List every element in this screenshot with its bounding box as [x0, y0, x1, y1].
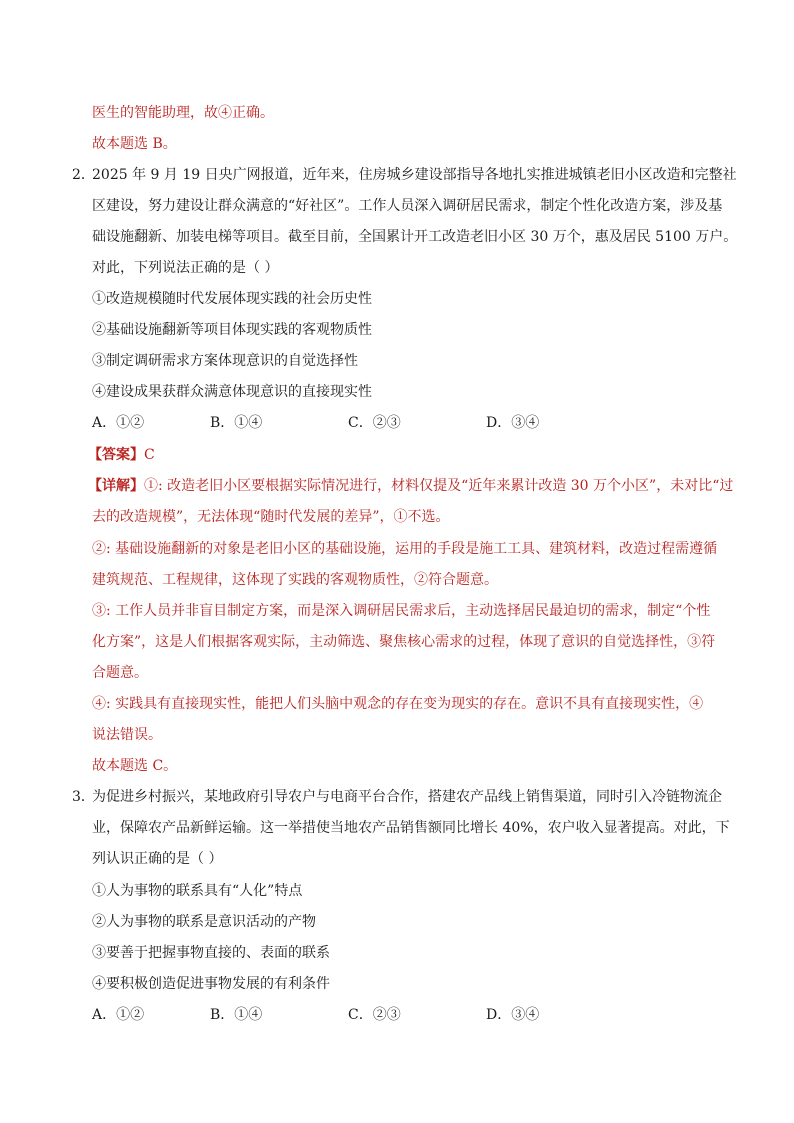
- q2-answer: [88, 446, 155, 464]
- prev-conclusion: 故本题选 B。: [92, 136, 177, 152]
- q2-stem-line: 区建设，努力建设让群众满意的“好社区”。工作人员深入调研居民需求，制定个性化改造方案，涉及基: [92, 198, 723, 214]
- detail-line: ③: 工作人员并非盲目制定方案，而是深入调研居民需求后，主动选择居民最迫切的需求，制定“个性: [92, 603, 711, 619]
- q2-item: ③制定调研需求方案体现意识的自觉选择性: [92, 353, 358, 369]
- detail-line: ②: 基础设施翻新的对象是老旧小区的基础设施，运用的手段是施工工具、建筑材料，改造过程需遵循: [92, 541, 718, 557]
- prev-answer-line: 医生的智能助理，故④正确。: [92, 105, 274, 121]
- q3-item: ④要积极创造促进事物发展的有利条件: [92, 976, 330, 992]
- detail-tag: 【详解】: [88, 478, 144, 494]
- q3-stem-line: 为促进乡村振兴，某地政府引导农户与电商平台合作，搭建农产品线上销售渠道，同时引入冷链物流企: [92, 789, 722, 805]
- answer-value: C: [144, 447, 155, 463]
- q3-option-b: B．①④: [210, 1007, 263, 1023]
- q3-option-d: D．③④: [486, 1007, 540, 1023]
- detail-line: 说法错误。: [92, 727, 162, 743]
- detail-line: 化方案”，这是人们根据客观实际，主动筛选、聚焦核心需求的过程，体现了意识的自觉选择性，③符: [92, 634, 716, 650]
- q2-item: ④建设成果获群众满意体现意识的直接现实性: [92, 384, 372, 400]
- detail-line: 建筑规范、工程规律，这体现了实践的客观物质性，②符合题意。: [92, 572, 498, 588]
- q2-stem-line: 对此，下列说法正确的是（ ）: [92, 260, 279, 276]
- q3-item: ③要善于把握事物直接的、表面的联系: [92, 945, 330, 961]
- q2-option-b: B．①④: [210, 415, 263, 431]
- q2-item: ②基础设施翻新等项目体现实践的客观物质性: [92, 322, 372, 338]
- detail-line: 去的改造规模”，无法体现“随时代发展的差异”，①不选。: [92, 509, 450, 525]
- q3-stem-line: 列认识正确的是（ ）: [92, 851, 223, 867]
- q3-item: ①人为事物的联系具有“人化”特点: [92, 883, 303, 899]
- q2-number: 2．: [72, 167, 95, 183]
- answer-tag: 【答案】: [88, 447, 144, 463]
- q3-stem-line: 业，保障农产品新鲜运输。这一举措使当地农产品销售额同比增长 40%，农户收入显著提高。对此，下: [92, 820, 730, 836]
- detail-line: ①: 改造老旧小区要根据实际情况进行，材料仅提及“近年来累计改造 30 万个小区”，未对比“过: [144, 478, 734, 494]
- q3-item: ②人为事物的联系是意识活动的产物: [92, 914, 316, 930]
- q2-option-c: C．②③: [348, 415, 401, 431]
- q2-stem-line: 2025 年 9 月 19 日央广网报道，近年来，住房城乡建设部指导各地扎实推进城镇老旧小区改造和完整社: [92, 167, 737, 183]
- q3-option-c: C．②③: [348, 1007, 401, 1023]
- q2-conclusion: 故本题选 C。: [92, 758, 178, 774]
- q2-stem-line: 础设施翻新、加装电梯等项目。截至目前，全国累计开工改造老旧小区 30 万个，惠及居民 5100 万户。: [92, 229, 738, 245]
- q2-detail-first: [88, 477, 733, 495]
- detail-line: ④: 实践具有直接现实性，能把人们头脑中观念的存在变为现实的存在。意识不具有直接现实性，④: [92, 696, 704, 712]
- q2-option-a: A．①②: [92, 415, 145, 431]
- detail-line: 合题意。: [92, 665, 148, 681]
- q2-item: ①改造规模随时代发展体现实践的社会历史性: [92, 291, 372, 307]
- q3-number: 3．: [72, 789, 95, 805]
- q2-option-d: D．③④: [486, 415, 540, 431]
- q3-option-a: A．①②: [92, 1007, 145, 1023]
